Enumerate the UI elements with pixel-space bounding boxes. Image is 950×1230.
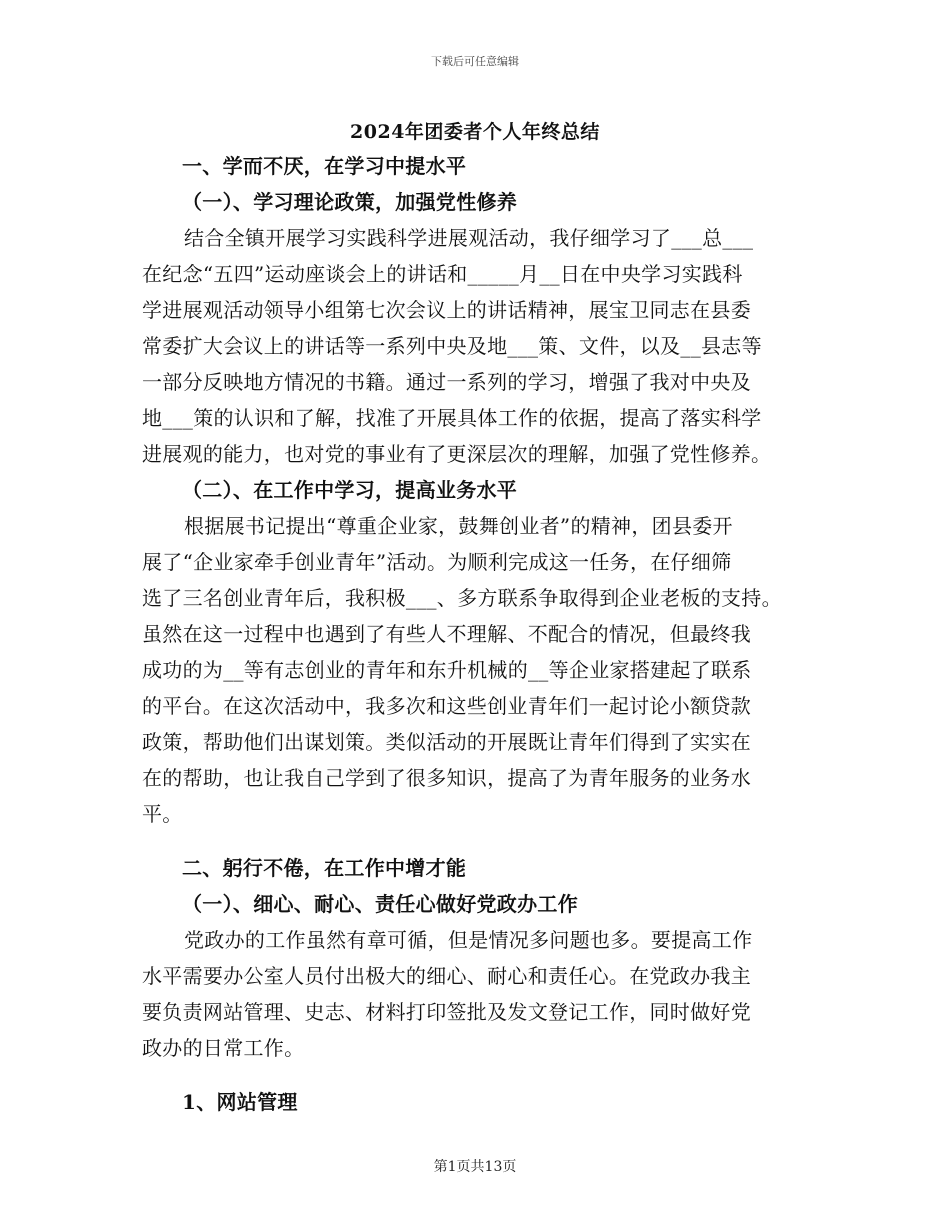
paragraph-line: 政办的日常工作。: [142, 1036, 305, 1060]
paragraph-line: 平。: [142, 802, 183, 826]
paragraph-line: 展了“企业家牵手创业青年”活动。为顺利完成这一任务，在仔细筛: [142, 550, 732, 574]
page-header-note: 下载后可任意编辑: [431, 55, 519, 68]
paragraph-line: 政策，帮助他们出谋划策。类似活动的开展既让青年们得到了实实在: [142, 730, 751, 754]
document-body: [142, 148, 822, 1120]
page-number-footer: 第1页共13页: [433, 1159, 517, 1175]
subsection-heading: （二）、在工作中学习，提高业务水平: [182, 478, 518, 502]
subsection-heading: （一）、学习理论政策，加强党性修养: [182, 190, 518, 214]
paragraph-first-line: 党政办的工作虽然有章可循，但是情况多问题也多。要提高工作: [184, 928, 753, 952]
paragraph-line: 地___策的认识和了解，找准了开展具体工作的依据，提高了落实科学: [142, 406, 762, 430]
paragraph-line: 在纪念“五四”运动座谈会上的讲话和_____月__日在中央学习实践科: [142, 262, 743, 286]
paragraph-line: 常委扩大会议上的讲话等一系列中央及地___策、文件，以及__县志等: [142, 334, 762, 358]
paragraph-line: 选了三名创业青年后，我积极___、多方联系争取得到企业老板的支持。: [142, 586, 782, 610]
section-heading: 二、躬行不倦，在工作中增才能: [182, 856, 467, 880]
paragraph-first-line: 根据展书记提出“尊重企业家，鼓舞创业者”的精神，团县委开: [184, 514, 733, 538]
subsection-heading: （一）、细心、耐心、责任心做好党政办工作: [182, 892, 578, 916]
subsection-heading: 1、网站管理: [182, 1090, 298, 1114]
paragraph-first-line: 结合全镇开展学习实践科学进展观活动，我仔细学习了___总___: [184, 226, 754, 250]
section-heading: 一、学而不厌，在学习中提水平: [182, 154, 467, 178]
paragraph-line: 进展观的能力，也对党的事业有了更深层次的理解，加强了党性修养。: [142, 442, 772, 466]
paragraph-line: 一部分反映地方情况的书籍。通过一系列的学习，增强了我对中央及: [142, 370, 751, 394]
paragraph-line: 在的帮助，也让我自己学到了很多知识，提高了为青年服务的业务水: [142, 766, 751, 790]
section-spacer: [142, 832, 822, 850]
paragraph-line: 水平需要办公室人员付出极大的细心、耐心和责任心。在党政办我主: [142, 964, 751, 988]
paragraph-line: 成功的为__等有志创业的青年和东升机械的__等企业家搭建起了联系: [142, 658, 752, 682]
document-title: 2024年团委者个人年终总结: [350, 121, 600, 143]
section-spacer: [142, 1066, 822, 1084]
paragraph-line: 学进展观活动领导小组第七次会议上的讲话精神，展宝卫同志在县委: [142, 298, 751, 322]
paragraph-line: 的平台。在这次活动中，我多次和这些创业青年们一起讨论小额贷款: [142, 694, 751, 718]
paragraph-line: 虽然在这一过程中也遇到了有些人不理解、不配合的情况，但最终我: [142, 622, 751, 646]
paragraph-line: 要负责网站管理、史志、材料打印签批及发文登记工作，同时做好党: [142, 1000, 751, 1024]
